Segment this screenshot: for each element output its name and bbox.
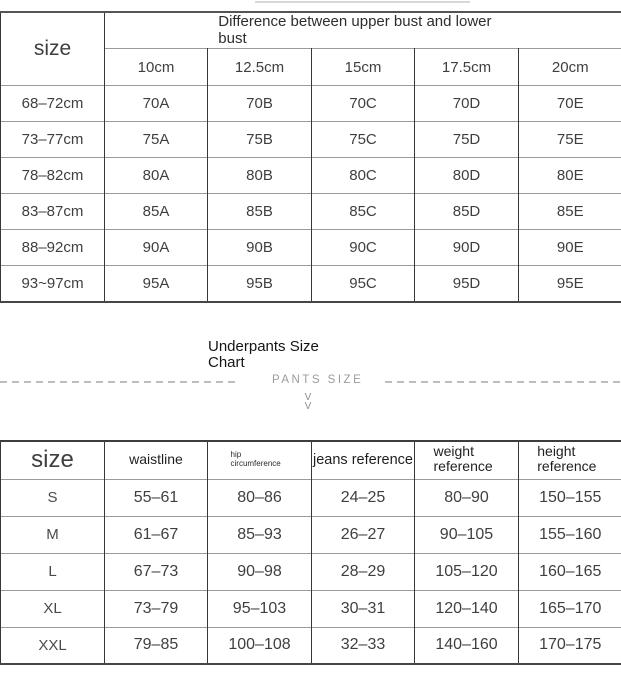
value-cell: 95C [312, 266, 415, 302]
bra-col-15cm: 15cm [312, 49, 415, 86]
value-cell: 85–93 [208, 516, 312, 553]
value-cell: 80–90 [415, 479, 519, 516]
value-cell: 80E [519, 158, 621, 194]
bra-col-10cm: 10cm [105, 49, 208, 86]
value-cell: 70A [105, 86, 208, 122]
pants-size-corner-header: size [1, 441, 105, 479]
row-size-label: M [1, 516, 105, 553]
row-size-label: 73–77cm [1, 122, 105, 158]
value-cell: 95D [415, 266, 519, 302]
value-cell: 120–140 [415, 590, 519, 627]
cropped-top-artifact-line [255, 1, 470, 3]
value-cell: 150–155 [519, 479, 621, 516]
value-cell: 70C [312, 86, 415, 122]
value-cell: 80–86 [208, 479, 312, 516]
value-cell: 155–160 [519, 516, 621, 553]
value-cell: 90–105 [415, 516, 519, 553]
value-cell: 90B [208, 230, 312, 266]
chevron-down-icon [300, 393, 316, 411]
table-row [1, 627, 621, 664]
value-cell: 70E [519, 86, 621, 122]
row-size-label: S [1, 479, 105, 516]
value-cell: 140–160 [415, 627, 519, 664]
value-cell: 90E [519, 230, 621, 266]
bra-header-row [1, 12, 621, 49]
value-cell: 165–170 [519, 590, 621, 627]
value-cell: 95B [208, 266, 312, 302]
row-size-label: XL [1, 590, 105, 627]
value-cell: 85D [415, 194, 519, 230]
value-cell: 75D [415, 122, 519, 158]
value-cell: 26–27 [312, 516, 415, 553]
value-cell: 55–61 [105, 479, 208, 516]
value-cell: 85B [208, 194, 312, 230]
value-cell: 75C [312, 122, 415, 158]
value-cell: 75E [519, 122, 621, 158]
value-cell: 80D [415, 158, 519, 194]
value-cell: 80B [208, 158, 312, 194]
value-cell: 32–33 [312, 627, 415, 664]
bra-size-corner-header: size [1, 12, 105, 86]
value-cell: 67–73 [105, 553, 208, 590]
dashed-divider-right [385, 381, 621, 383]
value-cell: 160–165 [519, 553, 621, 590]
value-cell: 75B [208, 122, 312, 158]
row-size-label: 88–92cm [1, 230, 105, 266]
table-row [1, 516, 621, 553]
row-size-label: 78–82cm [1, 158, 105, 194]
value-cell: 90A [105, 230, 208, 266]
value-cell: 90C [312, 230, 415, 266]
table-row [1, 590, 621, 627]
bra-diff-header-label: Difference between upper bust and lower bust [218, 13, 492, 47]
hip-circumference-header-label: hip circumference [230, 449, 281, 468]
value-cell: 100–108 [208, 627, 312, 664]
chevron-glyph-bottom: V [304, 401, 312, 412]
table-row [1, 122, 621, 158]
pants-col-hip-circumference [208, 441, 312, 479]
table-row [1, 158, 621, 194]
table-row [1, 553, 621, 590]
value-cell: 70B [208, 86, 312, 122]
height-reference-header-label: height reference [537, 443, 597, 475]
underpants-chart-title: Underpants Size Chart [208, 338, 319, 371]
value-cell: 95A [105, 266, 208, 302]
value-cell: 95–103 [208, 590, 312, 627]
pants-header-row [1, 441, 621, 479]
table-row [1, 479, 621, 516]
value-cell: 79–85 [105, 627, 208, 664]
table-row [1, 266, 621, 302]
chevron-glyph-top: V [304, 392, 312, 403]
value-cell: 61–67 [105, 516, 208, 553]
pants-col-waistline [105, 441, 208, 479]
jeans-reference-header-label: jeans reference [313, 452, 413, 469]
value-cell: 30–31 [312, 590, 415, 627]
bra-col-12-5cm: 12.5cm [208, 49, 312, 86]
value-cell: 90D [415, 230, 519, 266]
row-size-label: L [1, 553, 105, 590]
row-size-label: 83–87cm [1, 194, 105, 230]
bra-size-table [0, 11, 621, 303]
value-cell: 85E [519, 194, 621, 230]
pants-col-weight-reference [415, 441, 519, 479]
waistline-header-label: waistline [129, 451, 183, 468]
bra-diff-header-cell [105, 12, 621, 49]
value-cell: 80A [105, 158, 208, 194]
weight-reference-header-label: weight reference [433, 443, 493, 475]
value-cell: 73–79 [105, 590, 208, 627]
value-cell: 170–175 [519, 627, 621, 664]
value-cell: 95E [519, 266, 621, 302]
bra-col-20cm: 20cm [519, 49, 621, 86]
value-cell: 105–120 [415, 553, 519, 590]
value-cell: 85C [312, 194, 415, 230]
value-cell: 85A [105, 194, 208, 230]
row-size-label: 93~97cm [1, 266, 105, 302]
value-cell: 90–98 [208, 553, 312, 590]
table-row [1, 194, 621, 230]
pants-col-height-reference [519, 441, 621, 479]
row-size-label: 68–72cm [1, 86, 105, 122]
value-cell: 28–29 [312, 553, 415, 590]
table-row [1, 230, 621, 266]
row-size-label: XXL [1, 627, 105, 664]
underpants-size-table [0, 440, 621, 665]
value-cell: 24–25 [312, 479, 415, 516]
value-cell: 75A [105, 122, 208, 158]
value-cell: 70D [415, 86, 519, 122]
bra-col-17-5cm: 17.5cm [415, 49, 519, 86]
dashed-divider-left [0, 381, 236, 383]
table-row [1, 86, 621, 122]
pants-col-jeans-reference [312, 441, 415, 479]
value-cell: 80C [312, 158, 415, 194]
pants-size-band-label: PANTS SIZE [272, 374, 364, 386]
